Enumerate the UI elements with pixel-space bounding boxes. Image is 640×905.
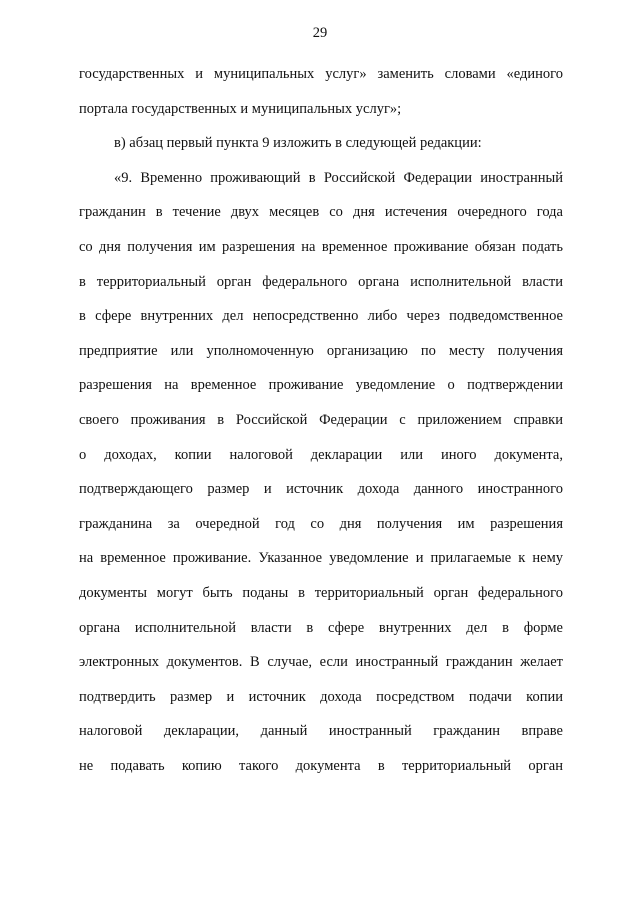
text-line: подтвердить размер и источник дохода посредством подачи копии — [79, 688, 563, 705]
text-line: документы могут быть поданы в территориальный орган федерального — [79, 584, 563, 601]
text-line: разрешения на временное проживание уведомление о подтверждении — [79, 377, 563, 394]
text-line: в) абзац первый пункта 9 изложить в следующей редакции: — [114, 135, 482, 152]
text-line: электронных документов. В случае, если иностранный гражданин желает — [79, 654, 563, 671]
text-line: налоговой декларации, данный иностранный гражданин вправе — [79, 723, 563, 740]
text-line: портала государственных и муниципальных услуг»; — [79, 100, 402, 117]
text-line: в сфере внутренних дел непосредственно либо через подведомственное — [79, 308, 563, 325]
text-line: органа исполнительной власти в сфере внутренних дел в форме — [79, 619, 563, 636]
text-line: на временное проживание. Указанное уведомление и прилагаемые к нему — [79, 550, 563, 567]
text-line: «9. Временно проживающий в Российской Федерации иностранный — [114, 169, 563, 186]
text-line: со дня получения им разрешения на временное проживание обязан подать — [79, 238, 563, 255]
text-line: гражданин в течение двух месяцев со дня истечения очередного года — [79, 204, 563, 221]
text-line: государственных и муниципальных услуг» заменить словами «единого — [79, 66, 563, 82]
text-line: предприятие или уполномоченную организацию по месту получения — [79, 342, 563, 359]
text-line: своего проживания в Российской Федерации с приложением справки — [79, 411, 563, 428]
text-line: гражданина за очередной год со дня получения им разрешения — [79, 515, 563, 532]
text-line: подтверждающего размер и источник дохода данного иностранного — [79, 481, 563, 498]
document-body — [79, 64, 563, 790]
text-line: не подавать копию такого документа в территориальный орган — [79, 757, 563, 774]
page-number: 29 — [312, 25, 328, 41]
text-line: о доходах, копии налоговой декларации или иного документа, — [79, 446, 563, 463]
text-line: в территориальный орган федерального органа исполнительной власти — [79, 273, 563, 290]
